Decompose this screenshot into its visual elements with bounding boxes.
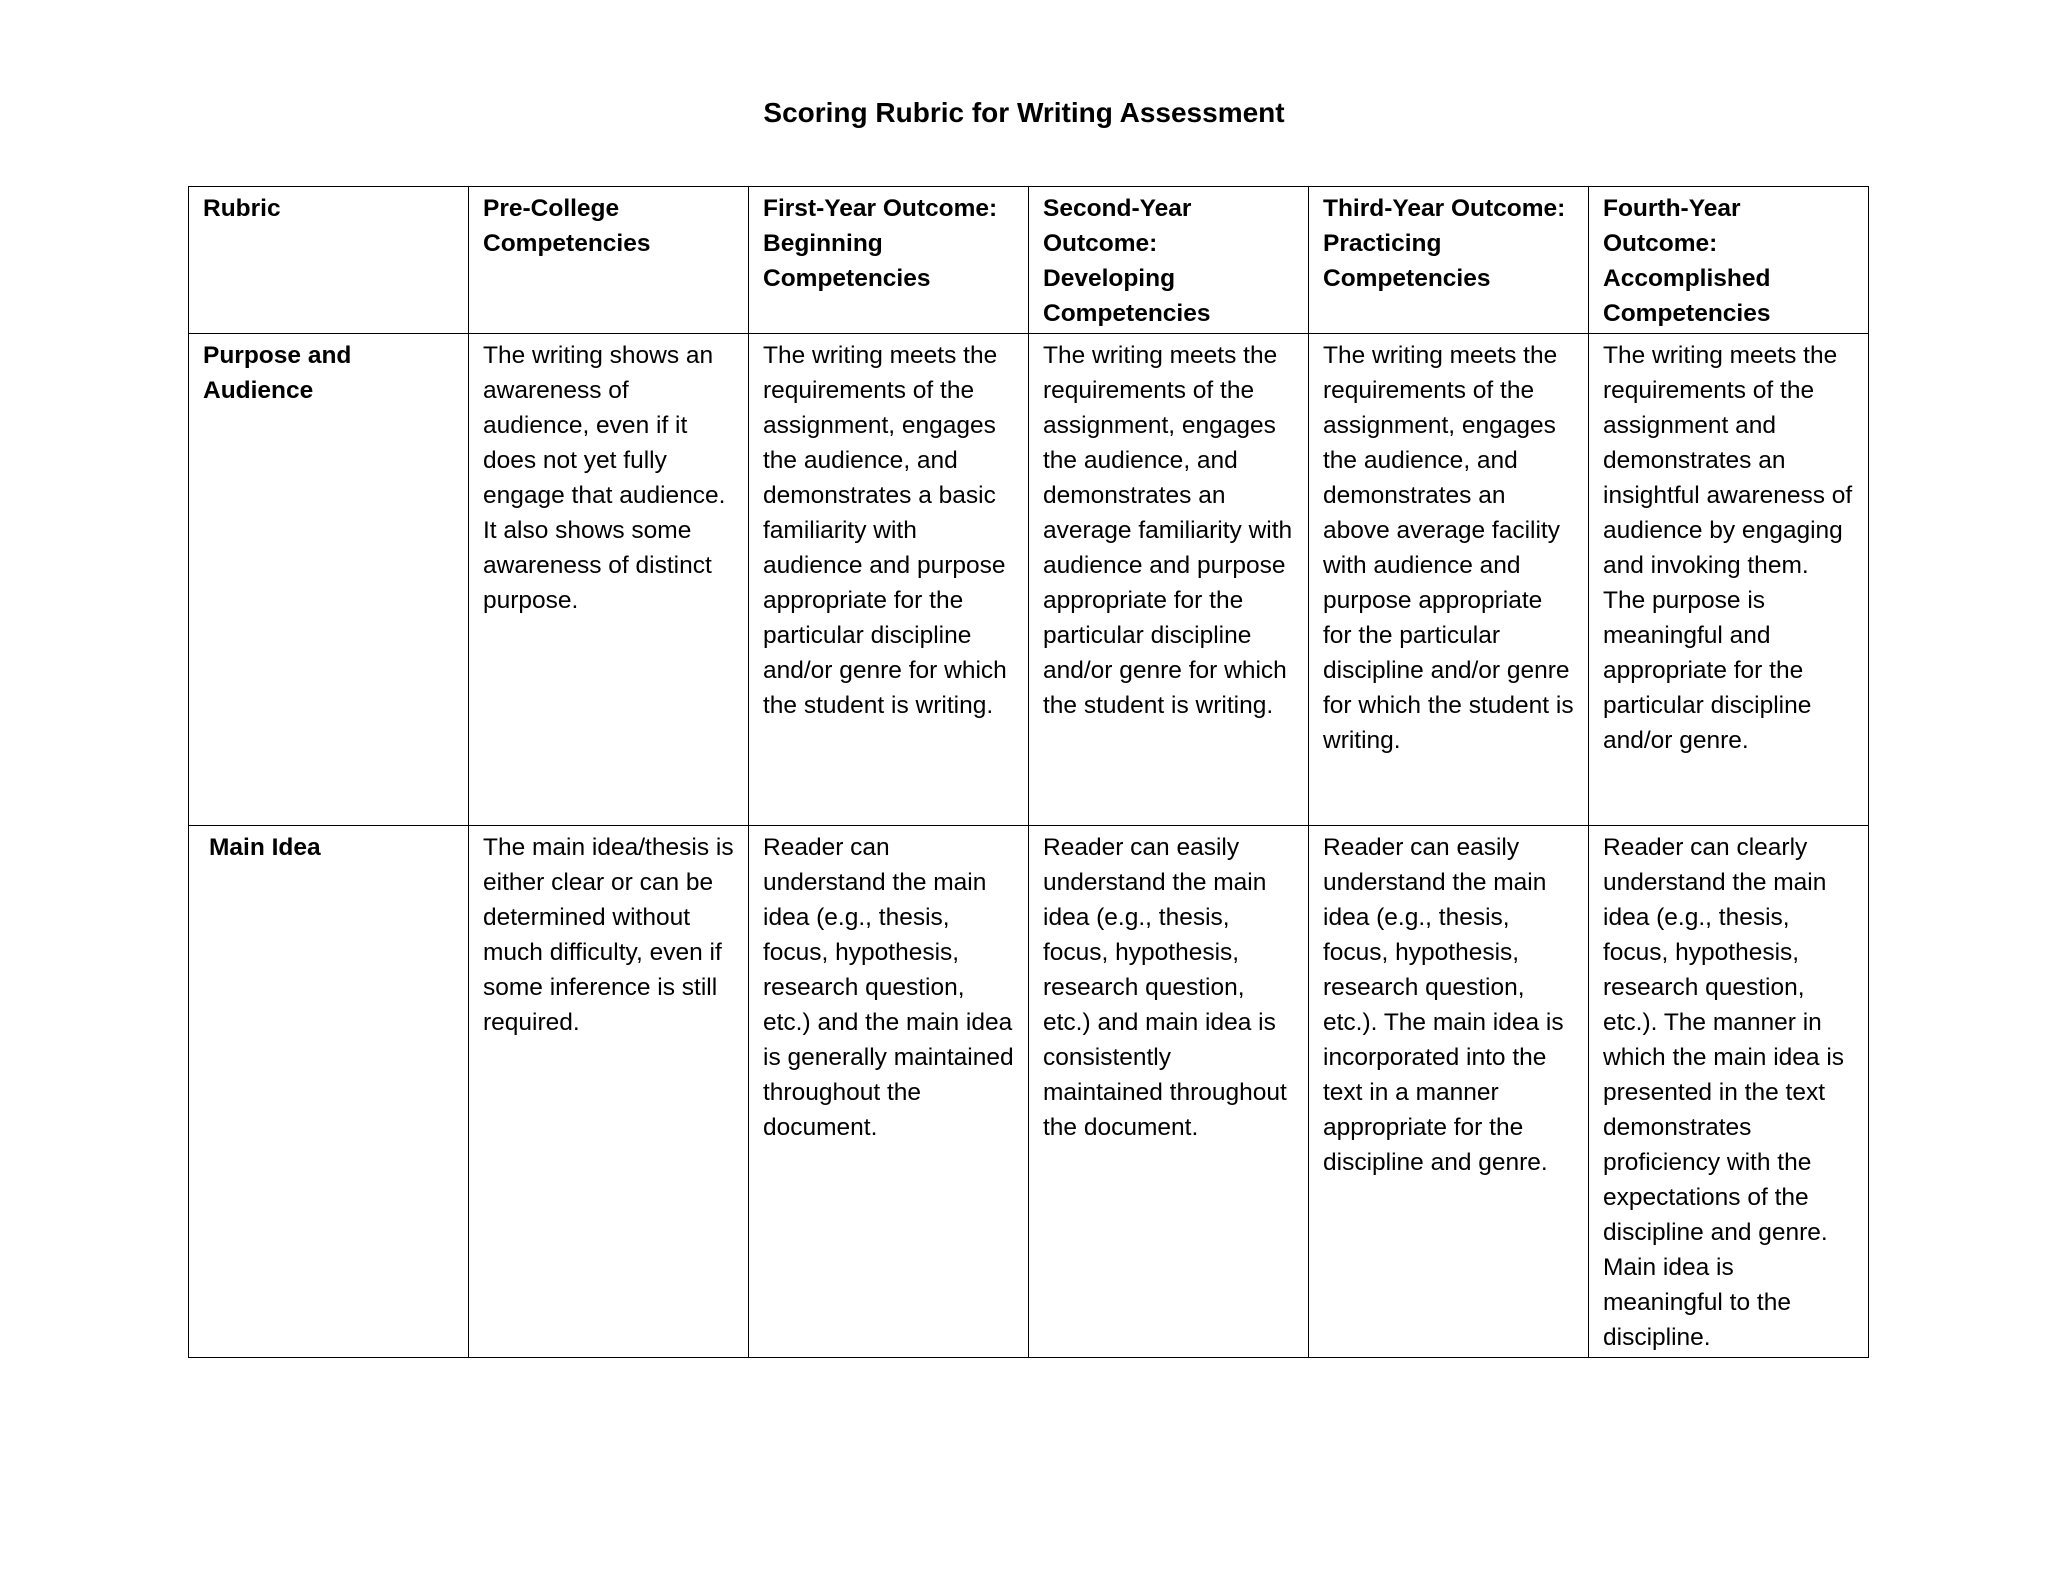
table-row-main-idea — [189, 826, 1869, 1358]
column-header-third-year: Third-Year Outcome: Practicing Competencies — [1309, 187, 1589, 334]
table-row-purpose-and-audience — [189, 334, 1869, 826]
table-cell: The main idea/thesis is either clear or can be determined without much difficulty, even if some inference is still required. — [469, 826, 749, 1358]
column-header-fourth-year: Fourth-Year Outcome: Accomplished Competencies — [1589, 187, 1869, 334]
column-header-rubric: Rubric — [189, 187, 469, 334]
row-label-main-idea: Main Idea — [189, 826, 469, 1358]
table-cell: The writing meets the requirements of the assignment, engages the audience, and demonstrates a basic familiarity with audience and purpose appropriate for the particular discipline and/or genre for which the student is writing. — [749, 334, 1029, 826]
table-cell: The writing meets the requirements of the assignment, engages the audience, and demonstrates an average familiarity with audience and purpose appropriate for the particular discipline and/or genre for which the student is writing. — [1029, 334, 1309, 826]
table-cell: The writing meets the requirements of the assignment and demonstrates an insightful awareness of audience by engaging and invoking them. The purpose is meaningful and appropriate for the particular discipline and/or genre. — [1589, 334, 1869, 826]
table-header-row — [189, 187, 1869, 334]
table-cell: The writing meets the requirements of the assignment, engages the audience, and demonstrates an above average facility with audience and purpose appropriate for the particular discipline and/or genre for which the student is writing. — [1309, 334, 1589, 826]
table-cell: Reader can understand the main idea (e.g., thesis, focus, hypothesis, research question, etc.) and the main idea is generally maintained throughout the document. — [749, 826, 1029, 1358]
table-cell: The writing shows an awareness of audience, even if it does not yet fully engage that audience. It also shows some awareness of distinct purpose. — [469, 334, 749, 826]
table-cell: Reader can easily understand the main idea (e.g., thesis, focus, hypothesis, research question, etc.) and main idea is consistently maintained throughout the document. — [1029, 826, 1309, 1358]
row-label-purpose-and-audience: Purpose and Audience — [189, 334, 469, 826]
page-title: Scoring Rubric for Writing Assessment — [763, 97, 1285, 128]
table-cell: Reader can easily understand the main idea (e.g., thesis, focus, hypothesis, research question, etc.). The main idea is incorporated into the text in a manner appropriate for the discipline and genre. — [1309, 826, 1589, 1358]
table-cell: Reader can clearly understand the main idea (e.g., thesis, focus, hypothesis, research question, etc.). The manner in which the main idea is presented in the text demonstrates proficiency with the expectations of the discipline and genre. Main idea is meaningful to the discipline. — [1589, 826, 1869, 1358]
column-header-second-year: Second-Year Outcome: Developing Competencies — [1029, 187, 1309, 334]
rubric-table — [188, 186, 1869, 1358]
column-header-first-year: First-Year Outcome: Beginning Competencies — [749, 187, 1029, 334]
column-header-pre-college: Pre-College Competencies — [469, 187, 749, 334]
